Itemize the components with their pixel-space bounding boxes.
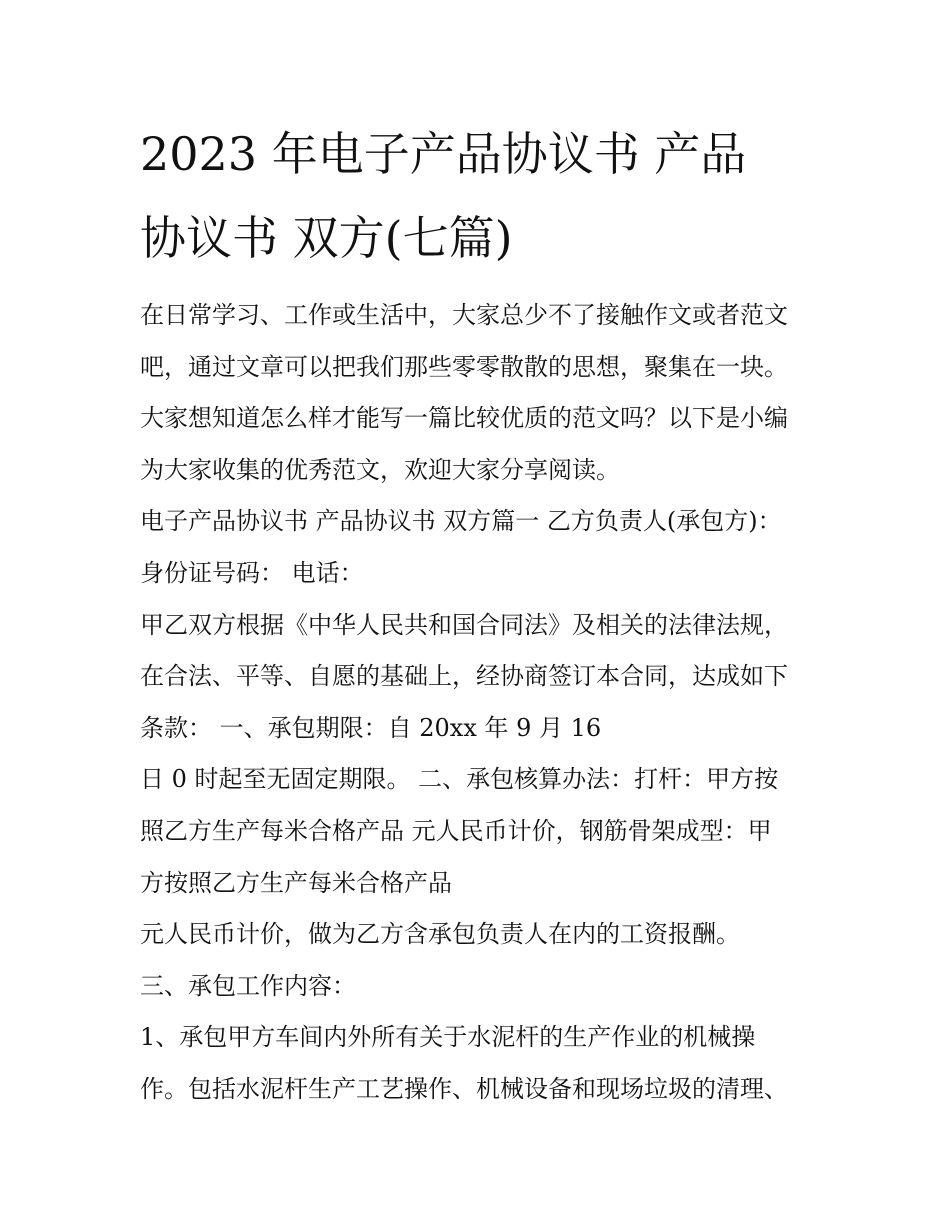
body-line: 吧，通过文章可以把我们那些零零散散的思想，聚集在一块。: [140, 352, 788, 381]
title-line: 协议书 双方(七篇): [140, 211, 513, 265]
document-title: [140, 112, 820, 280]
body-line: 为大家收集的优秀范文，欢迎大家分享阅读。: [140, 455, 620, 484]
body-line: 在日常学习、工作或生活中，大家总少不了接触作文或者范文: [140, 301, 788, 329]
body-line: 1、承包甲方车间内外所有关于水泥杆的生产作业的机械操: [140, 1023, 756, 1052]
body-line: 方按照乙方生产每米合格产品: [140, 868, 452, 897]
body-line: 三、承包工作内容：: [140, 971, 356, 1000]
body-line: 日 0 时起至无固定期限。 二、承包核算办法：打杆：甲方按: [140, 765, 779, 794]
document-page: [140, 112, 820, 1116]
body-line: 甲乙双方根据《中华人民共和国合同法》及相关的法律法规，: [140, 610, 788, 639]
body-line: 大家想知道怎么样才能写一篇比较优质的范文吗？以下是小编: [140, 404, 788, 433]
document-body: [140, 290, 820, 1116]
body-line: 电子产品协议书 产品协议书 双方篇一 乙方负责人(承包方)：: [140, 507, 782, 536]
body-line: 作。包括水泥杆生产工艺操作、机械设备和现场垃圾的清理、: [140, 1074, 788, 1103]
body-line: 身份证号码： 电话：: [140, 558, 364, 587]
title-line: 2023 年电子产品协议书 产品: [140, 127, 747, 181]
body-line: 在合法、平等、自愿的基础上，经协商签订本合同，达成如下: [140, 662, 788, 691]
body-line: 元人民币计价，做为乙方含承包负责人在内的工资报酬。: [140, 920, 740, 949]
body-line: 照乙方生产每米合格产品 元人民币计价，钢筋骨架成型：甲: [140, 816, 772, 845]
body-line: 条款： 一、承包期限：自 20xx 年 9 月 16: [140, 713, 602, 742]
